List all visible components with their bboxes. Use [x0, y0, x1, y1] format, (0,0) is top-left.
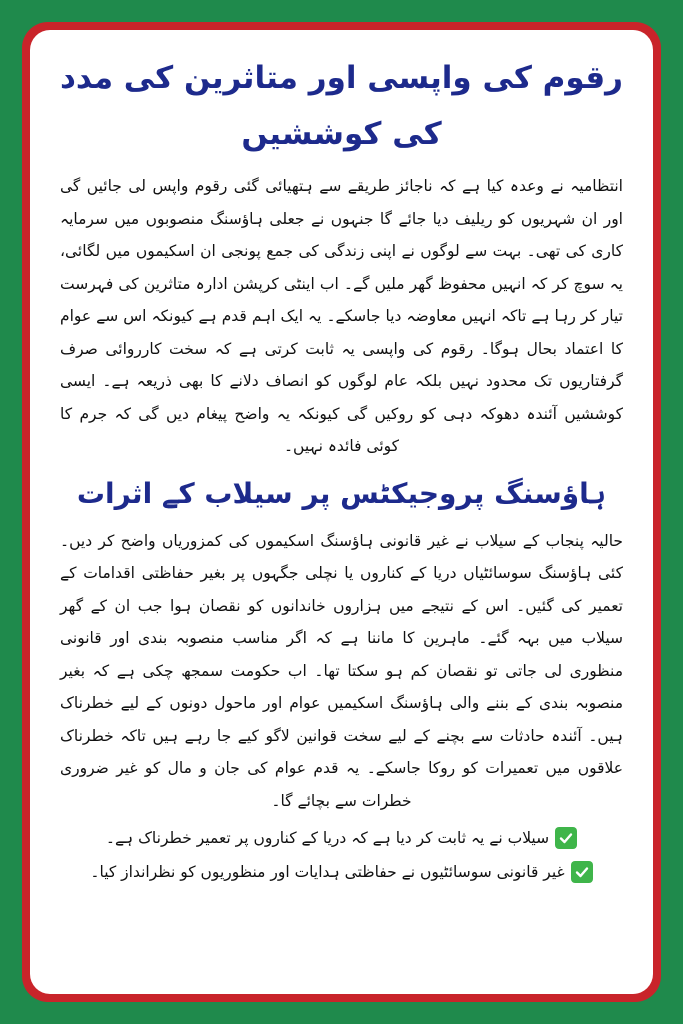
red-frame: [22, 22, 661, 1002]
section1-title: رقوم کی واپسی اور متاثرین کی مدد کی کوششیں: [60, 60, 623, 152]
checklist-item: [60, 821, 623, 855]
section2-title: ہاؤسنگ پروجیکٹس پر سیلاب کے اثرات: [76, 476, 607, 510]
checklist-item-text: سیلاب نے یہ ثابت کر دیا ہے کہ دریا کے کناروں پر تعمیر خطرناک ہے۔: [105, 829, 550, 847]
section1-paragraph: انتظامیہ نے وعدہ کیا ہے کہ ناجائز طریقے سے ہتھیائی گئی رقوم واپس لی جائیں گی اور ان شہریوں کو ریلیف دیا جائے گا جنہوں نے جعلی ہاؤسنگ منصوبوں میں سرمایہ کاری کی تھی۔ بہت سے لوگوں نے اپنی زندگی کی جمع پونجی ان اسکیموں میں لگائی، یہ سوچ کر کہ انہیں محفوظ گھر ملیں گے۔ اب اینٹی کرپشن ادارہ متاثرین کی فہرست تیار کر رہا ہے تاکہ انہیں معاوضہ دیا جاسکے۔ یہ ایک اہم قدم ہے کیونکہ اس سے عوام کا اعتماد بحال ہوگا۔ رقوم کی واپسی یہ ثابت کرتی ہے کہ سخت کارروائی صرف گرفتاریوں تک محدود نہیں بلکہ عام لوگوں کو انصاف دلانے کا بھی ذریعہ ہے۔ ایسی کوششیں آئندہ دھوکہ دہی کو روکیں گی کیونکہ یہ واضح پیغام دیں گی کہ جرم کا کوئی فائدہ نہیں۔: [60, 177, 623, 455]
content-card: [30, 30, 653, 994]
checklist-item: [60, 855, 623, 889]
check-icon: [571, 861, 593, 883]
section2-paragraph: حالیہ پنجاب کے سیلاب نے غیر قانونی ہاؤسنگ اسکیموں کی کمزوریاں واضح کر دیں۔ کئی ہاؤسنگ سوسائٹیاں دریا کے کناروں یا نچلی جگہوں پر بغیر حفاظتی اقدامات کے تعمیر کی گئیں۔ اس کے نتیجے میں ہزاروں خاندانوں کو نقصان ہوا جب ان کے گھر سیلاب میں بہہ گئے۔ ماہرین کا ماننا ہے کہ اگر مناسب منصوبہ بندی اور قانونی منظوری لی جاتی تو نقصان کم ہو سکتا تھا۔ اب حکومت سمجھ چکی ہے کہ بغیر منصوبہ بندی کے بننے والی ہاؤسنگ اسکیمیں عوام اور ماحول دونوں کے لیے خطرناک ہیں۔ آئندہ حادثات سے بچنے کے لیے سخت قوانین لاگو کیے جا رہے ہیں تاکہ خطرناک علاقوں میں تعمیرات کو روکا جاسکے۔ یہ قدم عوام کی جان و مال کو غیر ضروری خطرات سے بچائے گا۔: [60, 531, 623, 810]
checklist: [60, 821, 623, 889]
check-icon: [555, 827, 577, 849]
checklist-item-text: غیر قانونی سوسائٹیوں نے حفاظتی ہدایات اور منظوریوں کو نظرانداز کیا۔: [90, 863, 565, 881]
